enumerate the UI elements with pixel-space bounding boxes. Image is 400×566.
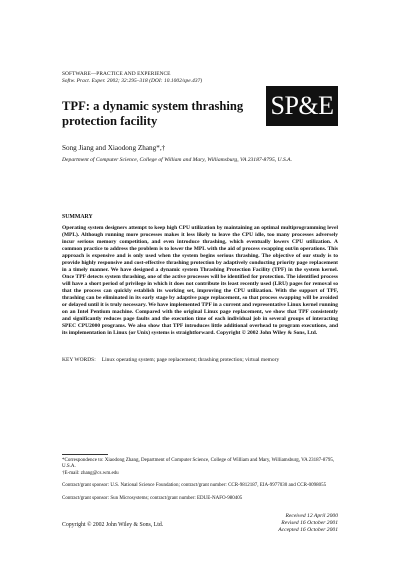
footnote-correspondence: *Correspondence to: Xiaodong Zhang, Department of Computer Science, College of William and Mary, Williamsburg, VA 23187-8795, U.S.A.: [62, 458, 335, 470]
footnote-grant-nsf: Contract/grant sponsor: U.S. National Science Foundation; contract/grant number: CCR-9812187, EIA-9977030 and CCR-0098055: [62, 483, 327, 488]
date-revised: Revised 16 October 2001: [281, 520, 338, 526]
journal-citation: Softw. Pract. Exper. 2002; 32:295–318 (DOI: 10.1002/spe.437): [62, 77, 203, 84]
date-received: Received 12 April 2000: [285, 513, 338, 519]
journal-header: [62, 71, 202, 84]
keywords-label: KEY WORDS:: [62, 357, 96, 363]
journal-name: SOFTWARE—PRACTICE AND EXPERIENCE: [62, 71, 171, 77]
keywords-text: Linux operating system; page replacement; thrashing protection; virtual memory: [101, 357, 280, 363]
keywords: [62, 357, 279, 363]
paper-title: TPF: a dynamic system thrashing protection facility: [62, 99, 244, 128]
copyright: Copyright © 2002 John Wiley & Sons, Ltd.: [62, 522, 164, 528]
date-accepted: Accepted 16 October 2001: [278, 527, 338, 533]
summary-heading: SUMMARY: [62, 214, 93, 220]
publication-dates: [250, 513, 338, 534]
journal-logo: SP&E: [266, 86, 338, 126]
abstract-text: Operating system designers attempt to keep high CPU utilization by maintaining an optimal multiprogramming level (MPL). Although running more processes makes it less likely to leave the CPU idle, too many processes adversely incur serious memory competition, and even introduce thrashing, which eventually lowers CPU utilization. A common practice to address the problem is to lower the MPL with the aid of process swapping out/in operations. This approach is expensive and is only used when the system begins serious thrashing. The objective of our study is to provide highly responsive and cost-effective thrashing protection by adaptively conducting priority page replacement in a timely manner. We have designed a dynamic system Thrashing Protection Facility (TPF) in the system kernel. Once TPF detects system thrashing, one of the active processes will be identified for protection. The identified process will have a short period of privilege in which it does not contribute its least recently used (LRU) pages for removal so that the process can quickly establish its working set, improving the CPU utilization. With the support of TPF, thrashing can be eliminated in its early stage by adaptive page replacement, so that process swapping will be avoided or delayed until it is truly necessary. We have implemented TPF in a current and representative Linux kernel running on an Intel Pentium machine. Compared with the original Linux page replacement, we show that TPF consistently and significantly reduces page faults and the execution time of each individual job in several groups of interacting SPEC CPU2000 programs. We also show that TPF introduces little additional overhead to program executions, and its implementation in Linux (or Unix) systems is straightforward. Copyright © 2002 John Wiley & Sons, Ltd.: [62, 225, 338, 336]
affiliation: Department of Computer Science, College of William and Mary, Williamsburg, VA 23187-8795, U.S.A.: [62, 157, 292, 163]
footnote-email: †E-mail: zhang@cs.wm.edu: [62, 471, 119, 476]
footnote-divider: [62, 454, 108, 455]
footnote-grant-sun: Contract/grant sponsor: Sun Microsystems; contract/grant number: EDUE-NAFO-980405: [62, 496, 243, 501]
authors: Song Jiang and Xiaodong Zhang*,†: [62, 144, 166, 152]
